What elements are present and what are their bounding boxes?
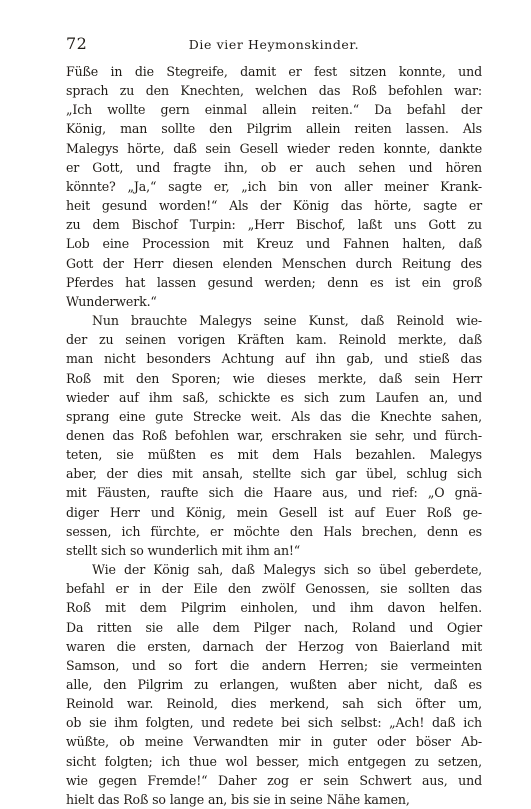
text-line: sicht folgten; ich thue wol besser, mich entgegen zu setzen,: [66, 753, 482, 769]
text-line: alle, den Pilgrim zu erlangen, wußten aber nicht, daß es: [66, 677, 482, 692]
text-line: Da ritten sie alle dem Pilger nach, Roland und Ogier: [66, 619, 482, 635]
text-line: „Ich wollte gern einmal allein reiten.“ Da befahl der: [66, 102, 482, 118]
text-line: Füße in die Stegreife, damit er fest sitzen konnte, und: [66, 64, 482, 79]
paragraph: [66, 560, 482, 809]
paragraph: [66, 311, 482, 560]
text-line: wie gegen Fremde!“ Daher zog er sein Schwert aus, und: [66, 772, 482, 788]
text-line: Pferdes hat lassen gesund werden; denn es ist ein groß: [66, 274, 482, 290]
text-line: Roß mit dem Pilgrim einholen, und ihm davon helfen.: [66, 600, 482, 616]
text-line: Gott der Herr diesen elenden Menschen durch Reitung des: [66, 255, 482, 271]
text-line: Reinold war. Reinold, dies merkend, sah sich öfter um,: [66, 696, 482, 712]
text-line: aber, der dies mit ansah, stellte sich gar übel, schlug sich: [66, 466, 482, 482]
text-line: Malegys hörte, daß sein Gesell wieder reden konnte, dankte: [66, 140, 482, 156]
text-line: sprang eine gute Strecke weit. Als das die Knechte sahen,: [66, 408, 482, 424]
text-line: teten, sie müßten es mit dem Hals bezahlen. Malegys: [66, 447, 482, 463]
body-text: [66, 62, 482, 809]
text-line: waren die ersten, darnach der Herzog von Baierland mit: [66, 638, 482, 654]
text-line: König, man sollte den Pilgrim allein reiten lassen. Als: [66, 121, 482, 137]
text-line: er Gott, und fragte ihn, ob er auch sehen und hören: [66, 159, 482, 175]
text-line: Nun brauchte Malegys seine Kunst, daß Reinold wie-: [92, 313, 482, 329]
text-line: sprach zu den Knechten, welchen das Roß befohlen war:: [66, 83, 482, 99]
text-line: mit Fäusten, raufte sich die Haare aus, und rief: „O gnä-: [66, 485, 482, 501]
text-line: Wunderwerk.“: [66, 293, 157, 309]
text-line: Roß mit den Sporen; wie dieses merkte, daß sein Herr: [66, 370, 482, 386]
text-line: hielt das Roß so lange an, bis sie in seine Nähe kamen,: [66, 791, 410, 807]
page-number: 72: [66, 34, 88, 53]
page-header: [66, 34, 482, 58]
text-line: Lob eine Procession mit Kreuz und Fahnen halten, daß: [66, 236, 482, 252]
running-title: Die vier Heymonskinder.: [188, 37, 360, 52]
text-line: ob sie ihm folgten, und redete bei sich selbst: „Ach! daß ich: [66, 715, 482, 731]
text-line: wüßte, ob meine Verwandten mir in guter oder böser Ab-: [66, 734, 482, 750]
text-line: könnte? „Ja,“ sagte er, „ich bin von aller meiner Krank-: [66, 178, 482, 194]
text-line: der zu seinen vorigen Kräften kam. Reinold merkte, daß: [66, 332, 482, 348]
text-line: Samson, und so fort die andern Herren; sie vermeinten: [66, 657, 482, 673]
text-line: denen das Roß befohlen war, erschraken sie sehr, und fürch-: [66, 427, 482, 443]
paragraph: [66, 62, 482, 311]
text-line: diger Herr und König, mein Gesell ist auf Euer Roß ge-: [66, 504, 482, 520]
text-line: befahl er in der Eile den zwölf Genossen, sie sollten das: [66, 581, 482, 597]
text-line: zu dem Bischof Turpin: „Herr Bischof, laßt uns Gott zu: [66, 217, 482, 233]
text-line: stellt sich so wunderlich mit ihm an!“: [66, 542, 301, 558]
text-line: Wie der König sah, daß Malegys sich so übel geberdete,: [92, 562, 482, 578]
text-line: wieder auf ihm saß, schickte es sich zum Laufen an, und: [66, 389, 482, 405]
text-line: heit gesund worden!“ Als der König das hörte, sagte er: [66, 198, 482, 214]
text-line: man nicht besonders Achtung auf ihn gab, und stieß das: [66, 351, 482, 367]
text-line: sessen, ich fürchte, er möchte den Hals brechen, denn es: [66, 523, 482, 539]
